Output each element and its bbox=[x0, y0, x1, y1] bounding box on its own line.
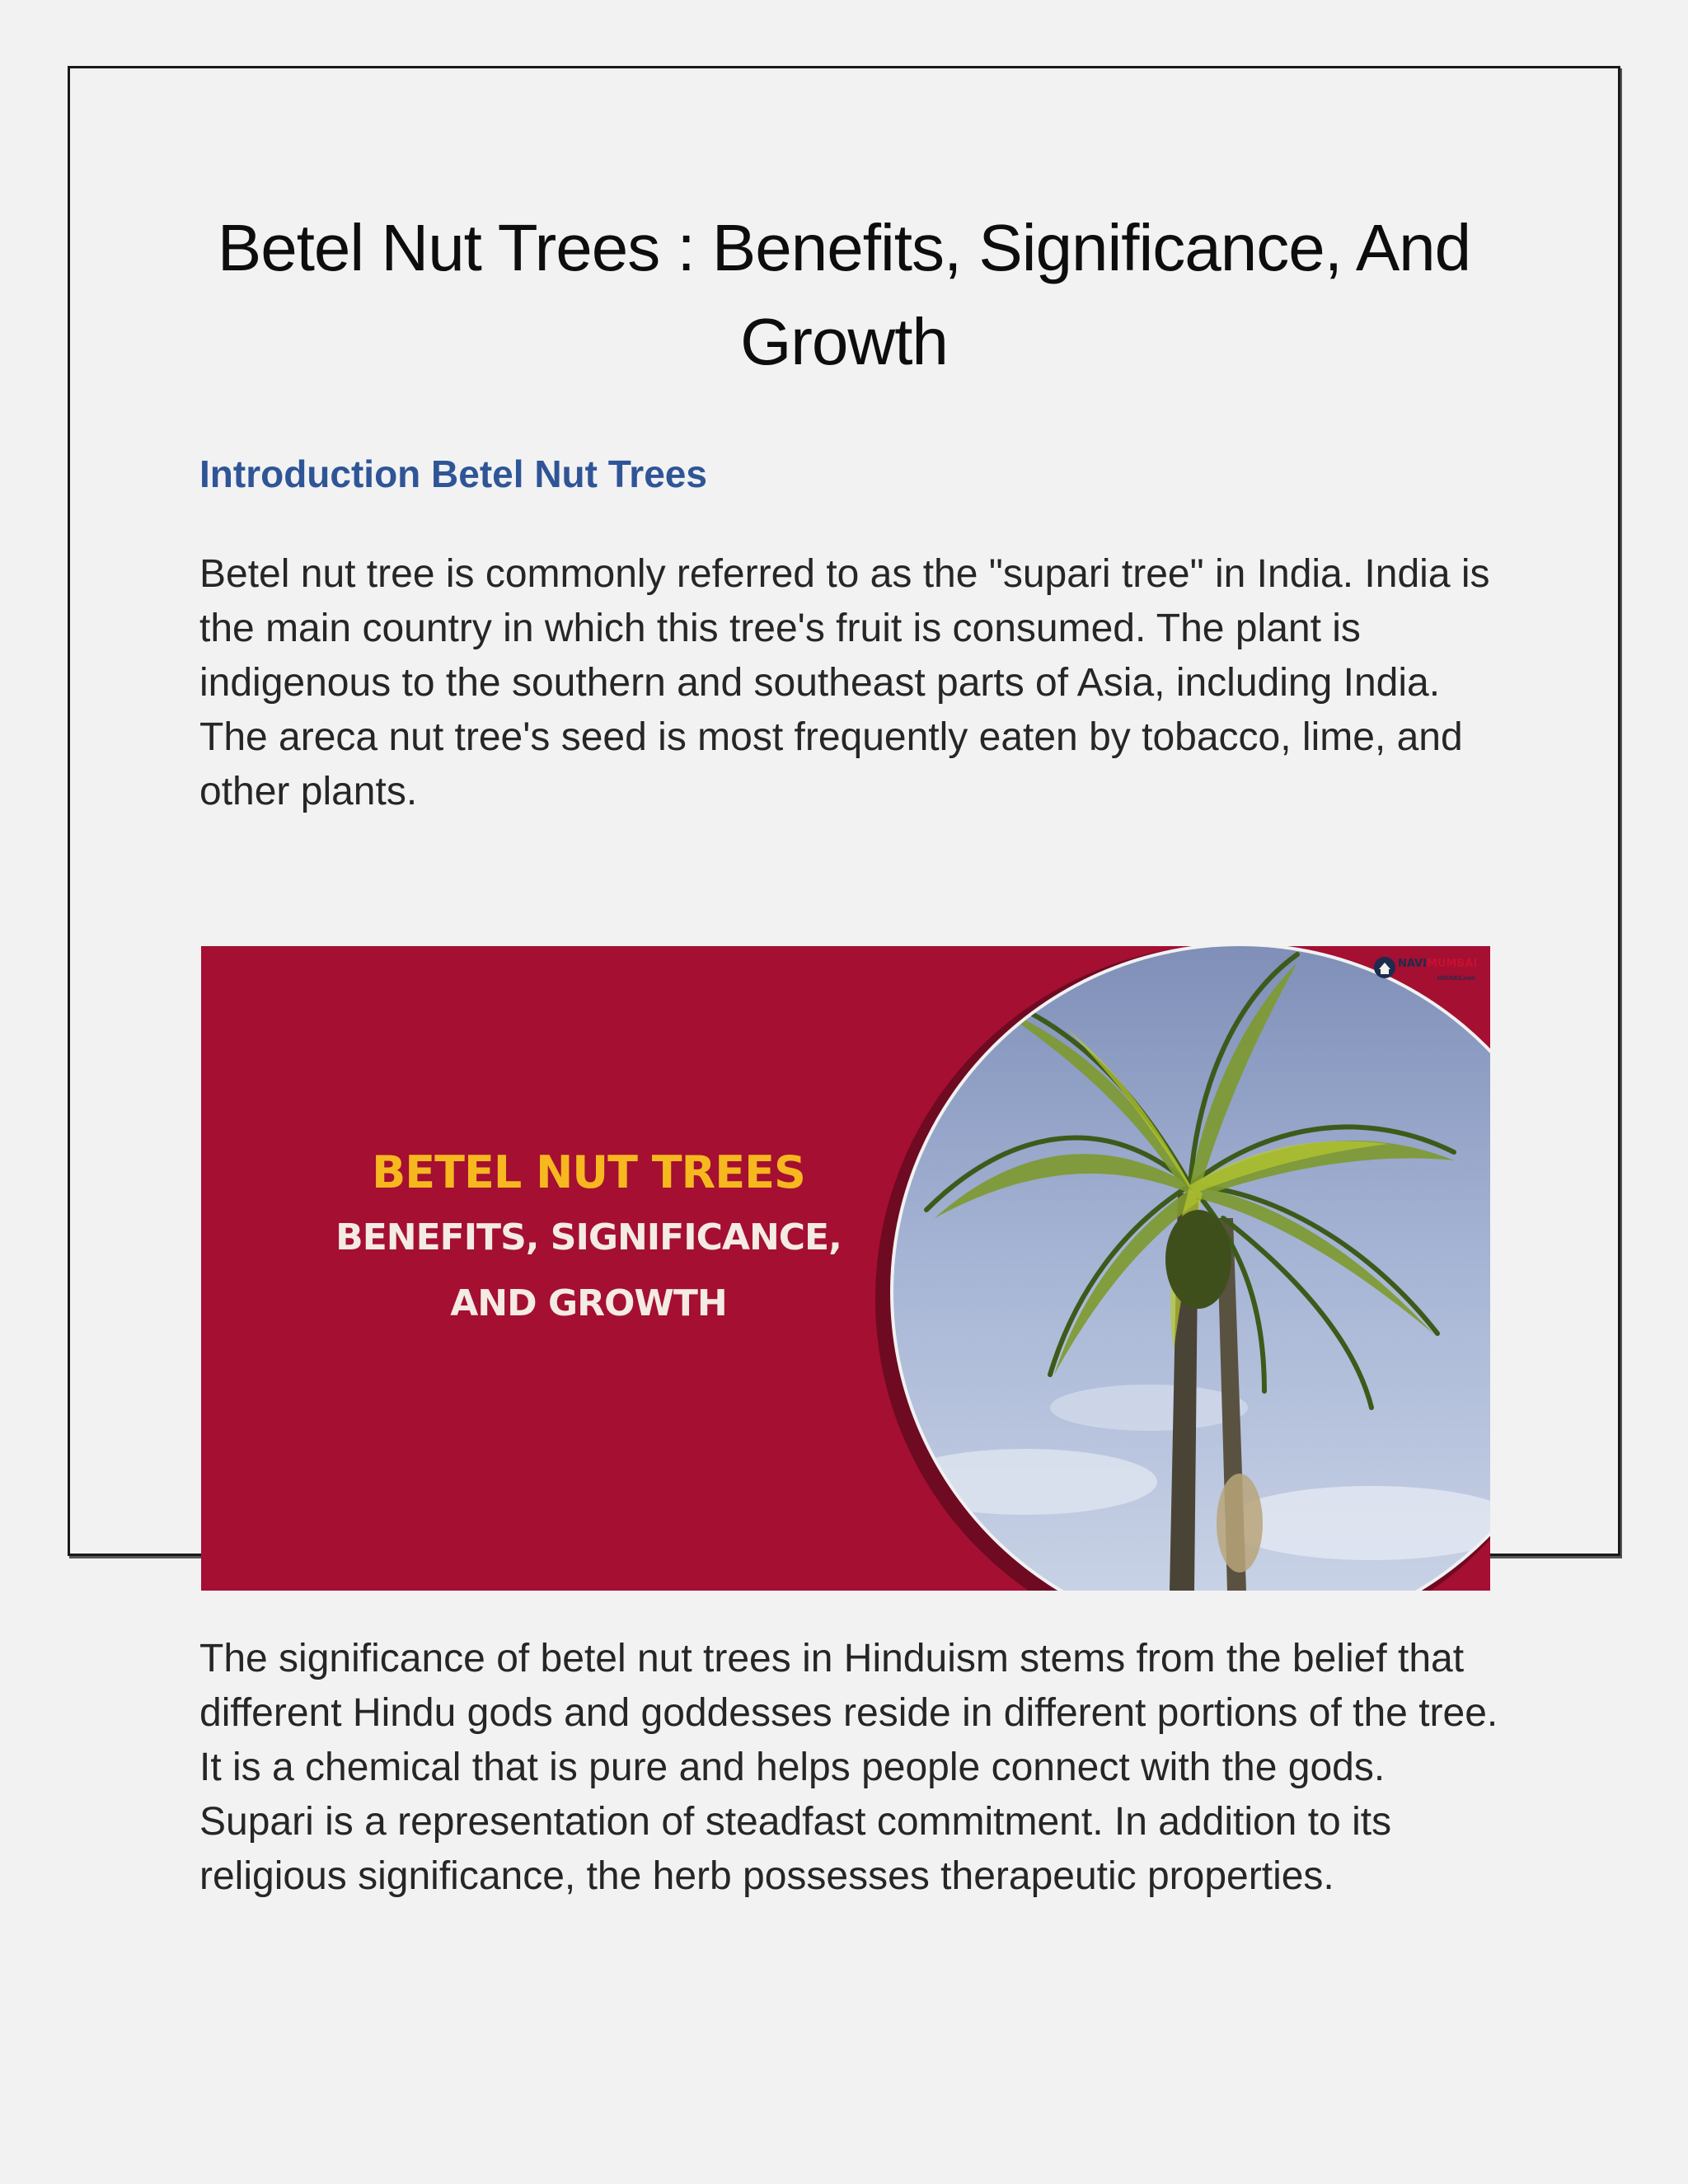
banner-subtitle-line-2: AND GROWTH bbox=[450, 1282, 727, 1324]
banner-subtitle-line-1: BENEFITS, SIGNIFICANCE, bbox=[335, 1216, 842, 1258]
banner-title: BETEL NUT TREES bbox=[372, 1146, 805, 1198]
logo-text-navi: NAVI bbox=[1398, 958, 1427, 970]
banner-headline bbox=[259, 1141, 918, 1337]
house-logo-icon bbox=[1373, 954, 1396, 981]
banner-image bbox=[201, 946, 1490, 1591]
logo-text-mumbai: MUMBAI bbox=[1426, 958, 1478, 970]
navi-mumbai-houses-logo bbox=[1373, 953, 1480, 994]
intro-paragraph: Betel nut tree is commonly referred to as the "supari tree" in India. India is the main country in which this tree's fruit is consumed. The plant is indigenous to the southern and southeast parts of Asia, including India. The areca nut tree's seed is most frequently eaten by tobacco, lime, and other plants. bbox=[199, 552, 1490, 813]
significance-paragraph: The significance of betel nut trees in Hinduism stems from the belief that different Hindu gods and goddesses reside in different portions of the tree. It is a chemical that is pure and helps people connect with the gods. Supari is a representation of steadfast commitment. In addition to its religious significance, the herb possesses therapeutic properties. bbox=[199, 1637, 1498, 1898]
logo-subtext: HOUSES.com bbox=[1437, 976, 1475, 982]
section-heading: Introduction Betel Nut Trees bbox=[199, 452, 707, 495]
document-title: Betel Nut Trees : Benefits, Significance, And Growth bbox=[217, 211, 1471, 378]
